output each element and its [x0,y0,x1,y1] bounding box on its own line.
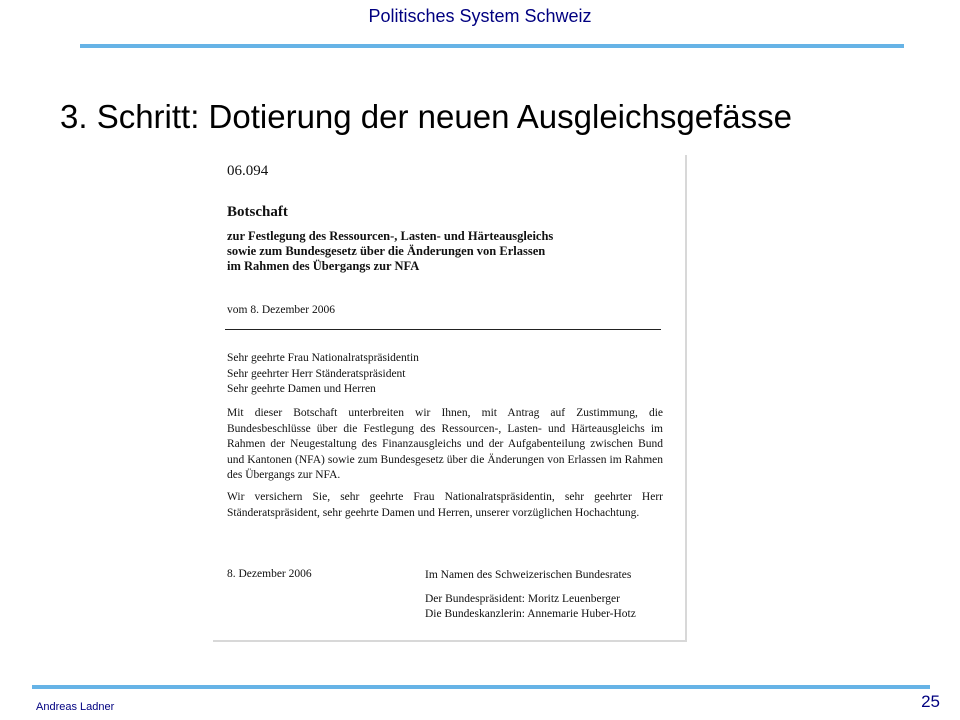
document-number: 06.094 [227,163,269,179]
document-scan [213,155,687,642]
salutation-line: Sehr geehrter Herr Ständeratspräsident [227,367,406,380]
subheading-line: sowie zum Bundesgesetz über die Änderungen von Erlassen [227,244,546,258]
document-heading: Botschaft [227,204,288,220]
signature-block [425,568,636,623]
salutation [227,351,419,398]
signature-line: Die Bundeskanzlerin: Annemarie Huber-Hotz [425,608,636,620]
presentation-title: Politisches System Schweiz [368,6,592,26]
footer-divider [32,685,930,689]
body-paragraph: Mit dieser Botschaft unterbreiten wir Ihnen, mit Antrag auf Zustimmung, die Bundesbeschlüsse über die Festlegung des Ressourcen-, Lasten- und Härteausgleichs im Rahmen der Neugestaltung des Finanzausgleichs und der Aufgabenteilung zwischen Bund und Kantonen (NFA) sowie zum Bundesgesetz über die Änderungen von Erlassen im Rahmen des Übergangs zur NFA. [227,407,663,481]
closing-paragraph: Wir versichern Sie, sehr geehrte Frau Nationalratspräsidentin, sehr geehrter Herr Ständeratspräsident, sehr geehrte Damen und Herren, unserer vorzüglichen Hochachtung. [227,491,663,519]
slide-title: 3. Schritt: Dotierung der neuen Ausgleichsgefässe [60,98,792,135]
author-name: Andreas Ladner [36,701,115,713]
document-divider [225,329,661,330]
salutation-line: Sehr geehrte Damen und Herren [227,383,376,395]
closing-date: 8. Dezember 2006 [227,568,312,580]
document-date: vom 8. Dezember 2006 [227,304,335,316]
subheading-line: im Rahmen des Übergangs zur NFA [227,259,420,273]
header-divider [80,44,904,48]
salutation-line: Sehr geehrte Frau Nationalratspräsidentin [227,352,419,364]
signature-line: Der Bundespräsident: Moritz Leuenberger [425,592,620,605]
document-subheading [227,229,667,274]
signature-line: Im Namen des Schweizerischen Bundesrates [425,569,632,581]
page-number: 25 [921,692,940,711]
subheading-line: zur Festlegung des Ressourcen-, Lasten- und Härteausgleichs [227,229,554,243]
